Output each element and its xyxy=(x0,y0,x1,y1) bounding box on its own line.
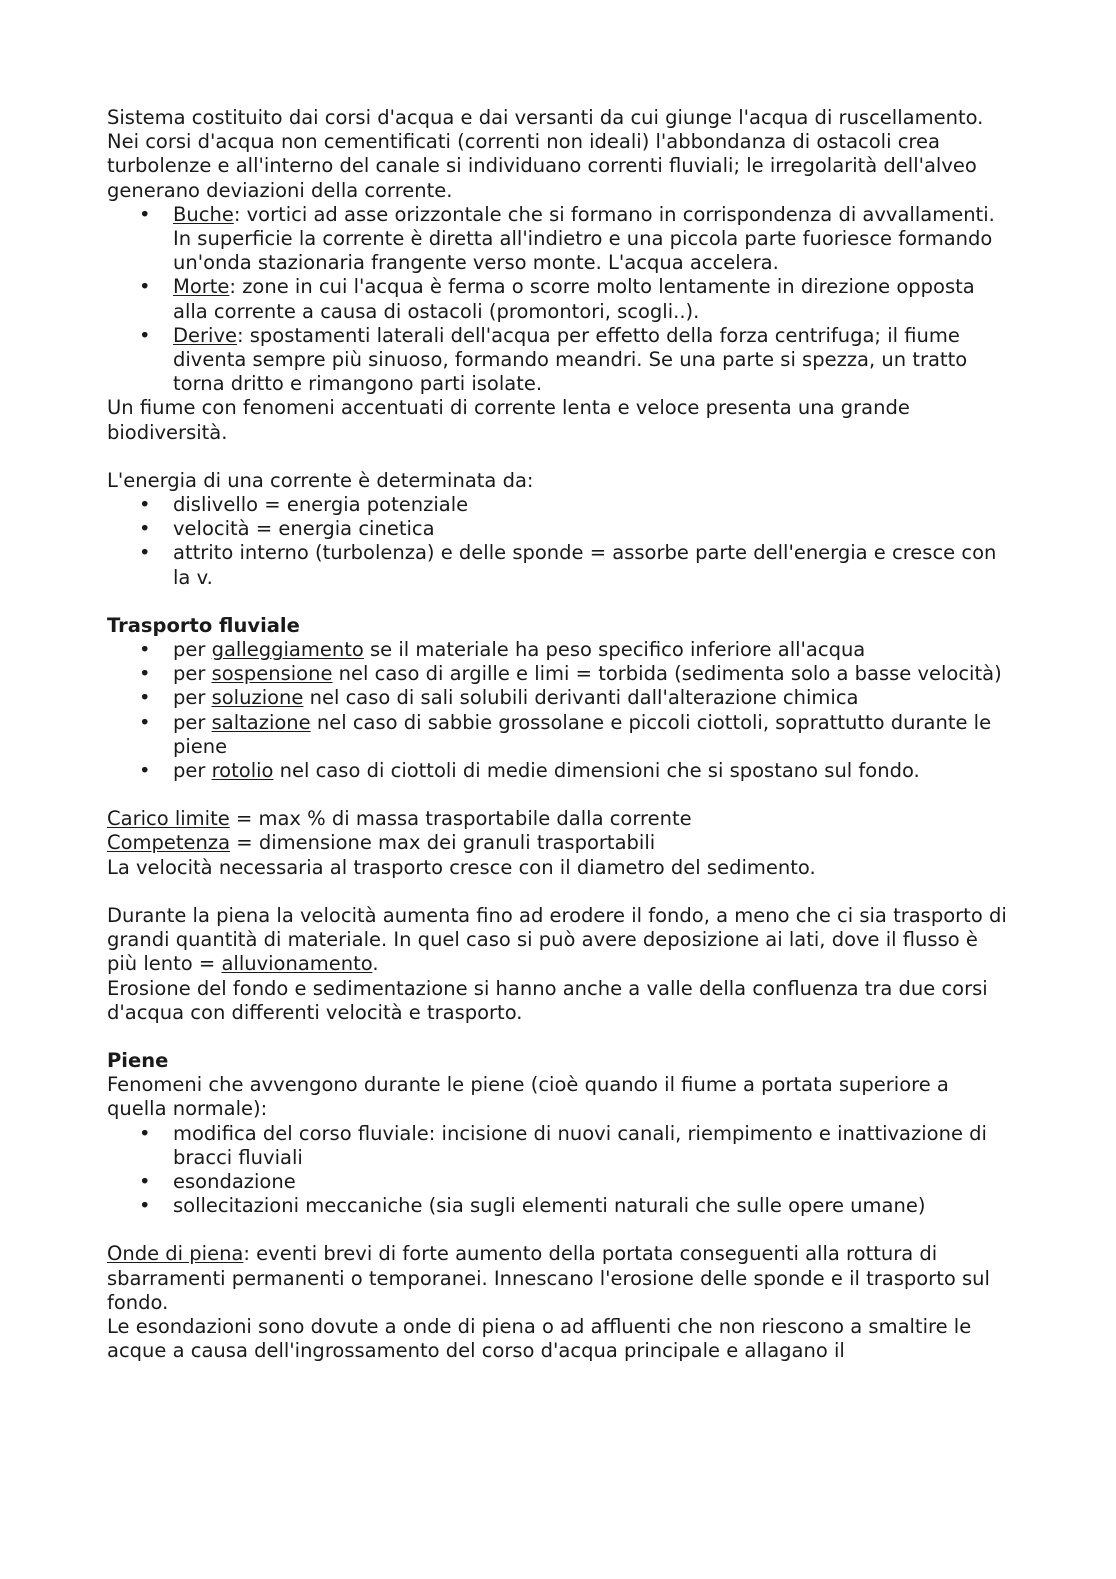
bullet-icon: • xyxy=(139,686,151,710)
bullet-icon: • xyxy=(139,759,151,783)
velocity-paragraph: La velocità necessaria al trasporto cresce con il diametro del sedimento. xyxy=(107,855,816,879)
list-item: • per saltazione nel caso di sabbie grossolane e piccoli ciottoli, soprattutto durante le piene xyxy=(139,710,992,758)
bullet-icon: • xyxy=(139,275,151,299)
esondazioni-paragraph: Le esondazioni sono dovute a onde di piena o ad affluenti che non riescono a smaltire le acque a causa dell'ingrossamento del corso d'acqua principale e allagano il xyxy=(107,1314,972,1363)
list-item: • dislivello = energia potenziale xyxy=(139,493,469,517)
bullet-icon: • xyxy=(139,202,151,226)
section-heading-piene: Piene xyxy=(107,1048,169,1072)
list-item xyxy=(107,203,1007,276)
list-item: • velocità = energia cinetica xyxy=(139,517,435,541)
definition: : vortici ad asse orizzontale che si formano in corrispondenza di avvallamenti. In superficie la corrente è diretta all'indietro e una piccola parte fuoriesce formando un'onda stazionaria frangente verso monte. L'acqua accelera. xyxy=(173,202,995,275)
definition-competenza: Competenza = dimensione max dei granuli trasportabili xyxy=(107,831,656,855)
flood-erosion-paragraph: Durante la piena la velocità aumenta fino ad erodere il fondo, a meno che ci sia trasporto di grandi quantità di materiale. In quel caso si può avere deposizione ai lati, dove il flusso è più lento = alluvionamento. xyxy=(107,903,1007,976)
definition: : zone in cui l'acqua è ferma o scorre molto lentamente in direzione opposta alla corrente a causa di ostacoli (promontori, scogli..). xyxy=(173,275,975,323)
bullet-icon: • xyxy=(139,323,151,347)
term: galleggiamento xyxy=(211,638,364,662)
term: rotolio xyxy=(211,759,274,783)
list-item xyxy=(107,275,1007,323)
list-item: • attrito interno (turbolenza) e delle sponde = assorbe parte dell'energia e cresce con la v. xyxy=(139,541,997,589)
intro-paragraph-1: Sistema costituito dai corsi d'acqua e dai versanti da cui giunge l'acqua di ruscellamento. xyxy=(107,106,984,129)
term: alluvionamento xyxy=(221,952,373,976)
confluence-paragraph: Erosione del fondo e sedimentazione si hanno anche a valle della confluenza tra due corsi d'acqua con differenti velocità e trasporto. xyxy=(107,976,988,1024)
bullet-icon: • xyxy=(139,710,151,734)
term: Onde di piena xyxy=(107,1242,244,1266)
term: Buche xyxy=(173,202,234,226)
bullet-icon: • xyxy=(139,493,151,517)
list-item: • per galleggiamento se il materiale ha peso specifico inferiore all'acqua xyxy=(139,638,866,662)
term: Carico limite xyxy=(107,807,230,831)
bullet-icon: • xyxy=(139,638,151,662)
term: Competenza xyxy=(107,831,231,855)
bullet-icon: • xyxy=(139,541,151,565)
bullet-icon: • xyxy=(139,1121,151,1145)
biodiversity-paragraph: Un fiume con fenomeni accentuati di corrente lenta e veloce presenta una grande biodiversità. xyxy=(107,396,910,444)
bullet-icon: • xyxy=(139,517,151,541)
list-item xyxy=(107,324,1007,397)
currents-list xyxy=(107,203,1007,397)
list-item: • esondazione xyxy=(139,1169,296,1193)
term: soluzione xyxy=(211,686,304,710)
list-item: • sollecitazioni meccaniche (sia sugli elementi naturali che sulle opere umane) xyxy=(139,1194,926,1218)
section-heading-trasporto: Trasporto fluviale xyxy=(107,613,300,637)
intro-paragraph-2: Nei corsi d'acqua non cementificati (correnti non ideali) l'abbondanza di ostacoli crea turbolenze e all'interno del canale si individuano correnti fluviali; le irregolarità dell'alveo generano deviazioni della corrente. xyxy=(107,130,977,202)
energy-intro: L'energia di una corrente è determinata da: xyxy=(107,468,534,492)
list-item: • modifica del corso fluviale: incisione di nuovi canali, riempimento e inattivazione di bracci fluviali xyxy=(139,1121,987,1169)
piene-list xyxy=(107,1122,1007,1219)
bullet-icon: • xyxy=(139,1169,151,1193)
bullet-icon: • xyxy=(139,662,151,686)
term: saltazione xyxy=(211,710,311,734)
list-item: • per rotolio nel caso di ciottoli di medie dimensioni che si spostano sul fondo. xyxy=(139,759,920,783)
onde-di-piena-paragraph: Onde di piena: eventi brevi di forte aumento della portata conseguenti alla rottura di sbarramenti permanenti o temporanei. Innescano l'erosione delle sponde e il trasporto sul fondo. xyxy=(107,1242,990,1314)
term: sospensione xyxy=(211,662,333,686)
list-item: • per sospensione nel caso di argille e limi = torbida (sedimenta solo a basse velocità) xyxy=(139,662,1002,686)
definition-carico-limite: Carico limite = max % di massa trasportabile dalla corrente xyxy=(107,807,692,831)
term: Morte xyxy=(173,275,230,299)
bullet-icon: • xyxy=(139,1194,151,1218)
document-page xyxy=(107,106,1007,1363)
term: Derive xyxy=(173,323,237,347)
list-item: • per soluzione nel caso di sali solubili derivanti dall'alterazione chimica xyxy=(139,686,859,710)
definition: : spostamenti laterali dell'acqua per effetto della forza centrifuga; il fiume diventa sempre più sinuoso, formando meandri. Se una parte si spezza, un tratto torna dritto e rimangono parti isolate. xyxy=(173,323,968,396)
transport-list xyxy=(107,638,1007,783)
energy-list xyxy=(107,493,1007,590)
piene-intro: Fenomeni che avvengono durante le piene (cioè quando il fiume a portata superiore a quella normale): xyxy=(107,1073,949,1121)
